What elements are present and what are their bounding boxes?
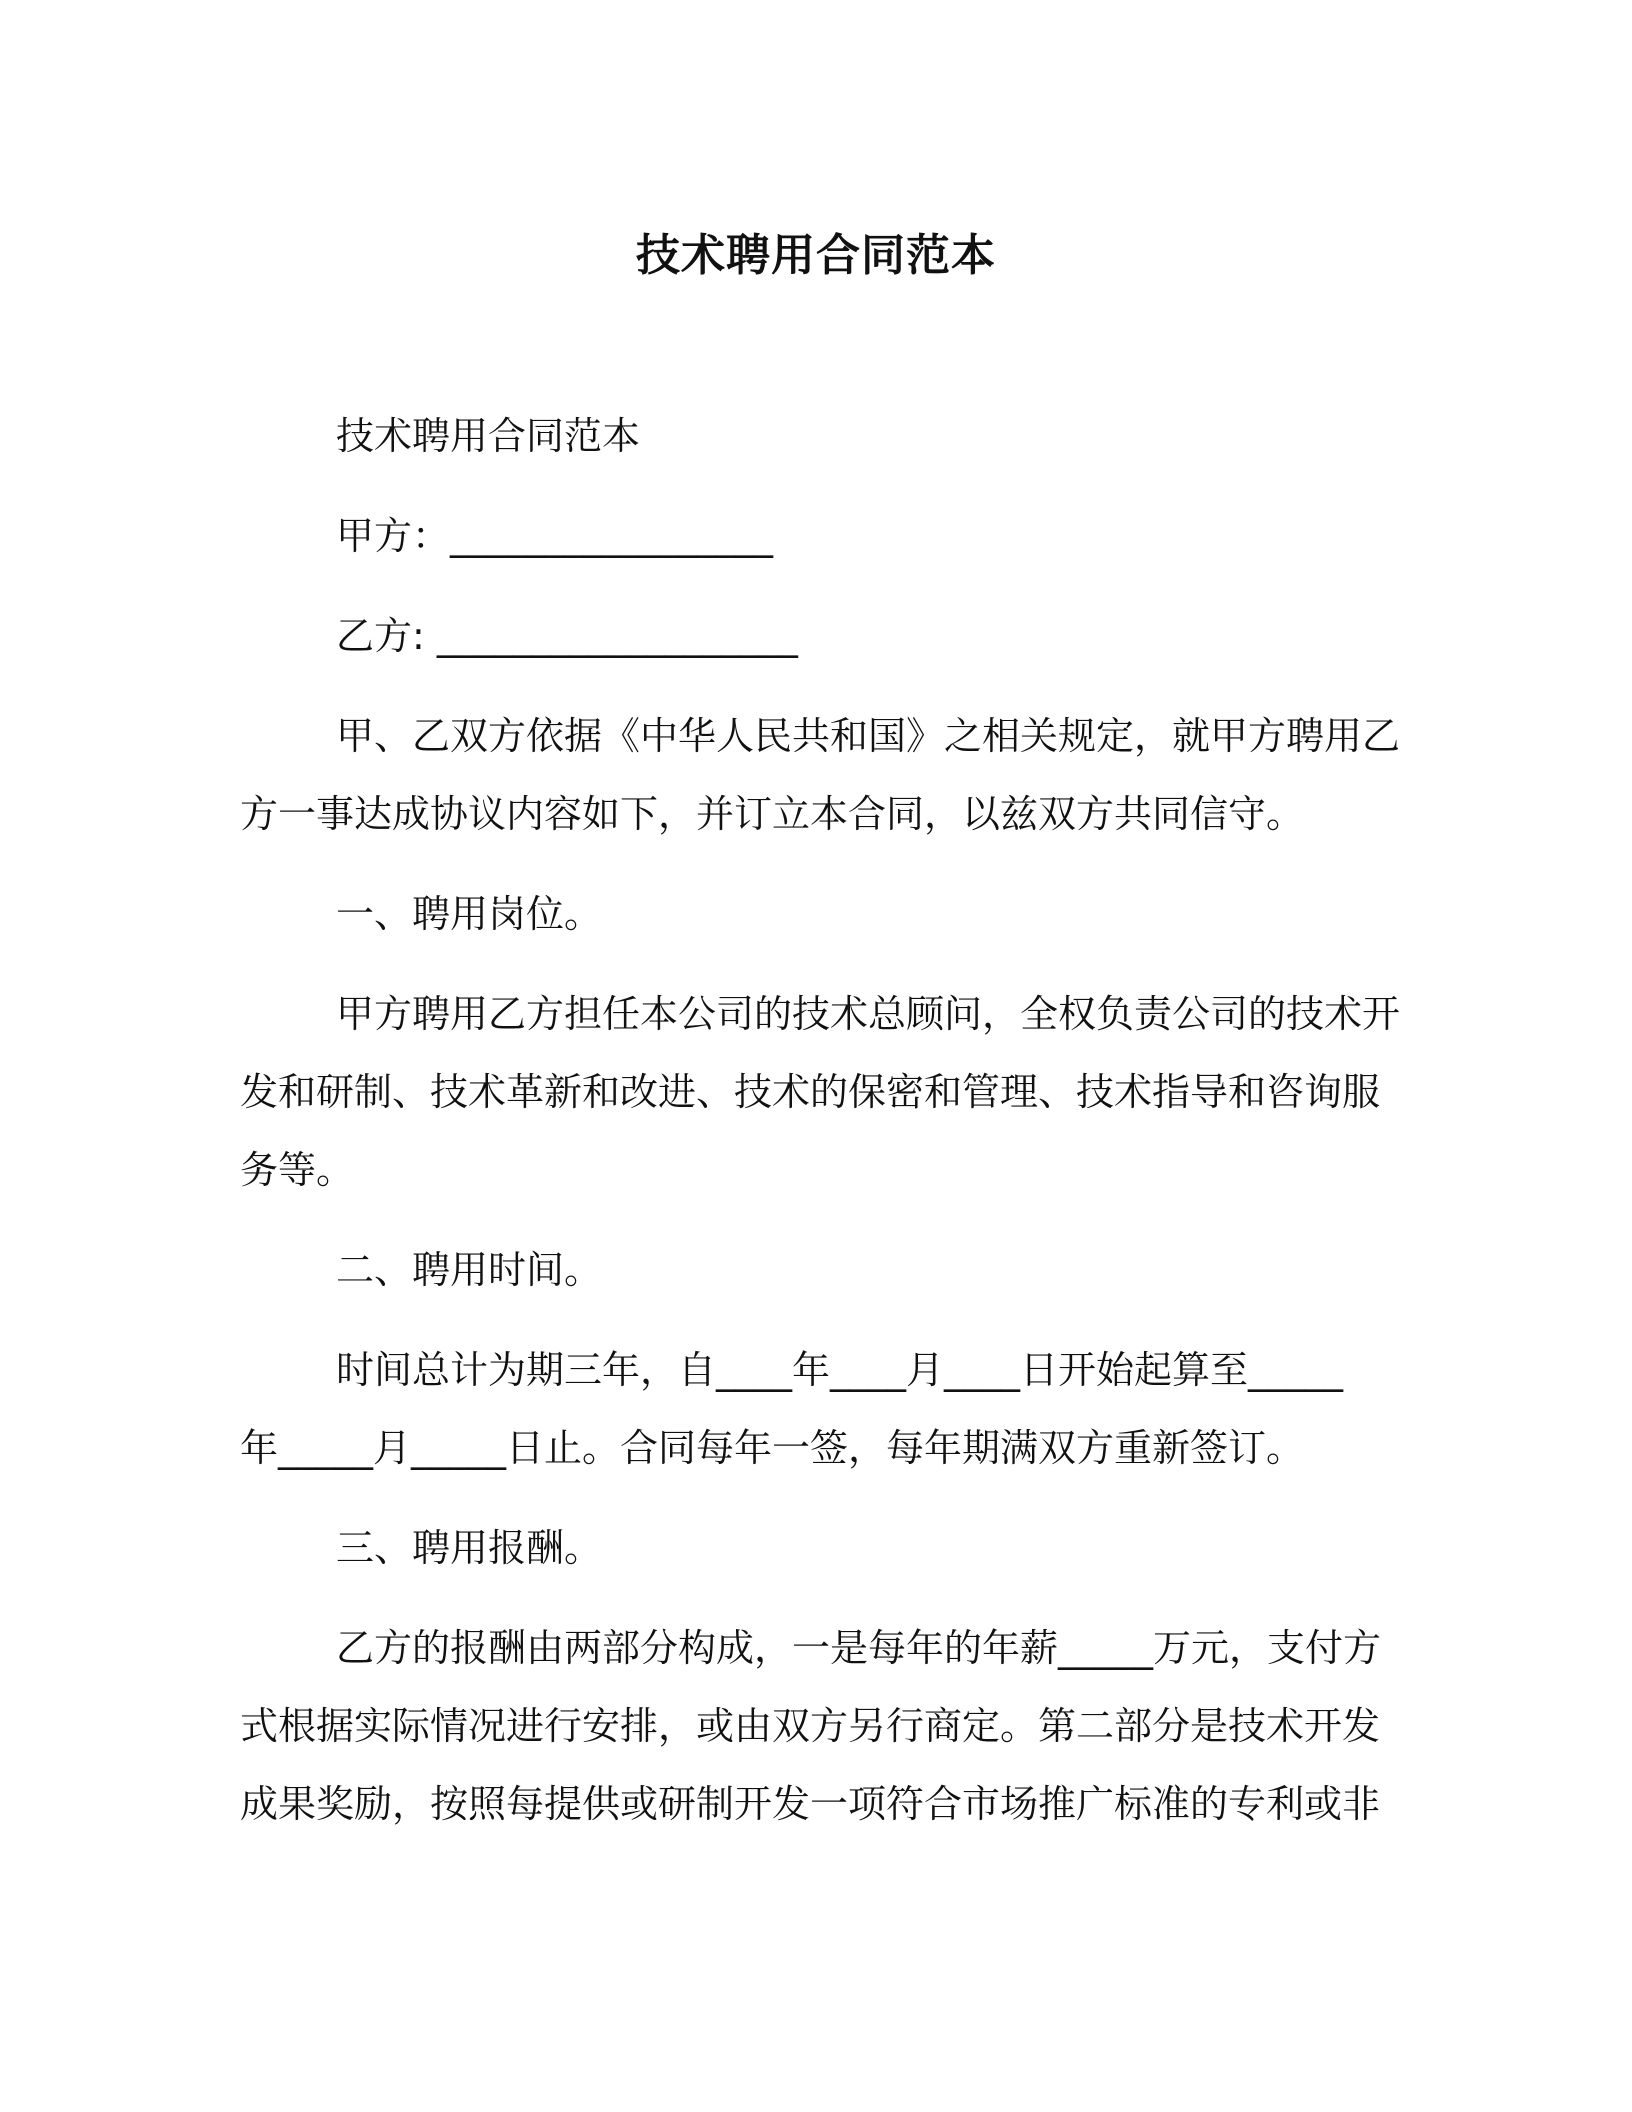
section1-line-3: 务等。 [240,1148,355,1192]
document-title: 技术聘用合同范本 [636,230,996,281]
document-subtitle: 技术聘用合同范本 [336,414,641,458]
section1-heading: 一、聘用岗位。 [336,892,603,936]
section2-line-1: 时间总计为期三年，自____年____月____日开始起算至_____ [336,1348,1344,1392]
intro-line-2: 方一事达成协议内容如下，并订立本合同，以兹双方共同信守。 [240,792,1305,836]
intro-line-1: 甲、乙双方依据《中华人民共和国》之相关规定，就甲方聘用乙 [336,714,1401,758]
section1-line-2: 发和研制、技术革新和改进、技术的保密和管理、技术指导和咨询服 [240,1070,1381,1114]
section2-heading: 二、聘用时间。 [336,1248,603,1292]
intro-paragraph [240,697,1401,853]
party-a-field: 甲方：_________________ [336,514,774,558]
section2-paragraph [240,1331,1380,1487]
section2-line-2: 年_____月_____日止。合同每年一签，每年期满双方重新签订。 [240,1426,1305,1470]
section3-paragraph [240,1609,1380,1843]
section3-line-3: 成果奖励，按照每提供或研制开发一项符合市场推广标准的专利或非 [240,1782,1381,1826]
section3-line-1: 乙方的报酬由两部分构成，一是每年的年薪_____万元，支付方 [336,1626,1382,1670]
section1-paragraph [240,975,1401,1209]
party-b-field: 乙方: ___________________ [336,614,798,658]
section1-line-1: 甲方聘用乙方担任本公司的技术总顾问，全权负责公司的技术开 [336,992,1401,1036]
section3-line-2: 式根据实际情况进行安排，或由双方另行商定。第二部分是技术开发 [240,1704,1381,1748]
section3-heading: 三、聘用报酬。 [336,1526,603,1570]
